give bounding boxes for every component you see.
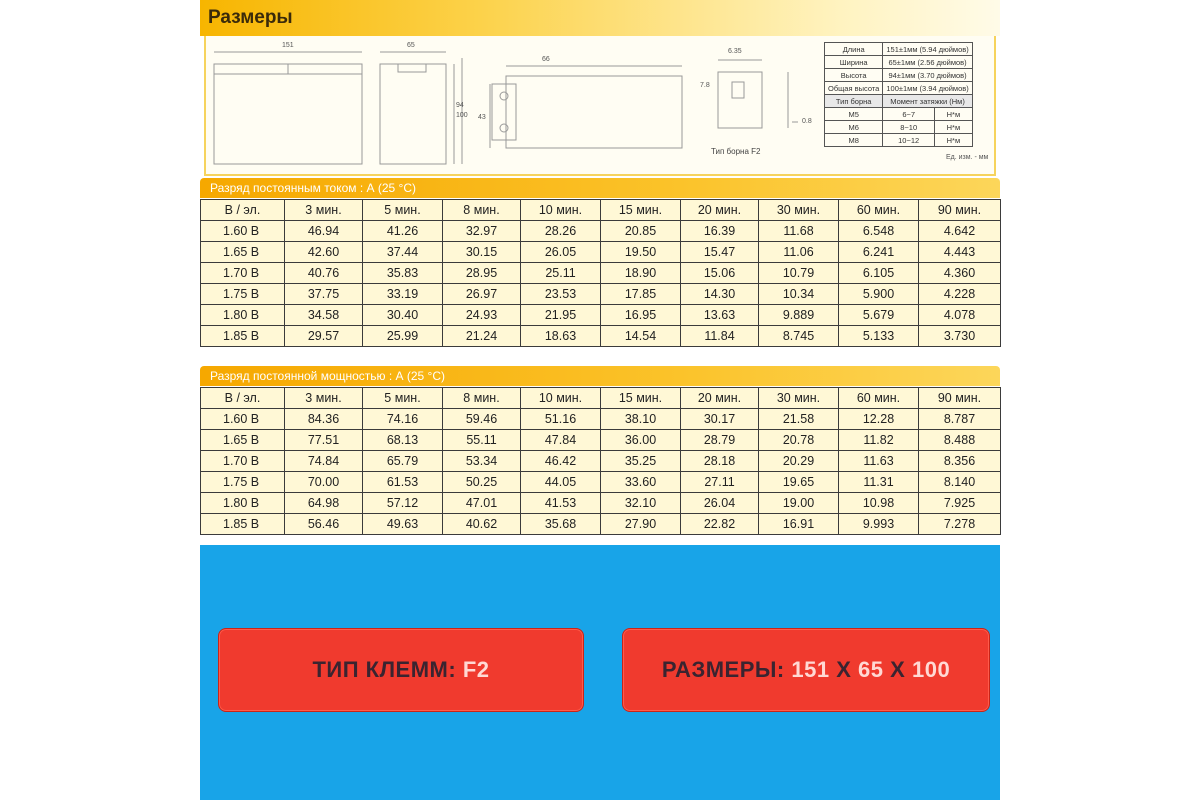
dim-width-label: 65 [407, 42, 415, 49]
value-cell: 47.84 [521, 430, 601, 451]
table-header-row [201, 388, 1001, 409]
value-cell: 12.28 [839, 409, 919, 430]
value-cell: 19.50 [601, 242, 681, 263]
terminal-type-label: ТИП КЛЕММ: [312, 657, 457, 682]
terminal-type-badge [218, 628, 584, 712]
value-cell: 28.79 [681, 430, 759, 451]
torque-value: 10~12 [883, 134, 935, 147]
value-cell: 8.787 [919, 409, 1001, 430]
power-table-title: Разряд постоянной мощностью : А (25 °C) [210, 369, 446, 383]
current-table-title-bar [200, 178, 1000, 198]
value-cell: 26.97 [443, 284, 521, 305]
table-row [201, 451, 1001, 472]
unit-note: Ед. изм. - мм [946, 154, 989, 161]
torque-header: Тип борна [825, 95, 883, 108]
voltage-cell: 1.80 В [201, 305, 285, 326]
value-cell: 25.11 [521, 263, 601, 284]
value-cell: 59.46 [443, 409, 521, 430]
value-cell: 6.241 [839, 242, 919, 263]
value-cell: 7.925 [919, 493, 1001, 514]
column-header: 20 мин. [681, 200, 759, 221]
value-cell: 11.82 [839, 430, 919, 451]
value-cell: 35.25 [601, 451, 681, 472]
value-cell: 50.25 [443, 472, 521, 493]
torque-type: M6 [825, 121, 883, 134]
spec-key: Высота [825, 69, 883, 82]
voltage-cell: 1.65 В [201, 242, 285, 263]
table-row [201, 326, 1001, 347]
value-cell: 19.65 [759, 472, 839, 493]
value-cell: 5.679 [839, 305, 919, 326]
size-separator: X [890, 657, 906, 682]
voltage-cell: 1.85 В [201, 514, 285, 535]
table-row [201, 305, 1001, 326]
table-row [201, 430, 1001, 451]
value-cell: 3.730 [919, 326, 1001, 347]
table-row [201, 409, 1001, 430]
spec-value: 94±1мм (3.70 дюймов) [883, 69, 972, 82]
table-row [201, 284, 1001, 305]
spec-value: 151±1мм (5.94 дюймов) [883, 43, 972, 56]
value-cell: 10.79 [759, 263, 839, 284]
voltage-cell: 1.65 В [201, 430, 285, 451]
column-header: 5 мин. [363, 388, 443, 409]
value-cell: 27.90 [601, 514, 681, 535]
table-row [201, 514, 1001, 535]
value-cell: 9.889 [759, 305, 839, 326]
value-cell: 35.83 [363, 263, 443, 284]
value-cell: 77.51 [285, 430, 363, 451]
value-cell: 41.53 [521, 493, 601, 514]
value-cell: 6.548 [839, 221, 919, 242]
column-header: 60 мин. [839, 388, 919, 409]
value-cell: 24.93 [443, 305, 521, 326]
value-cell: 5.133 [839, 326, 919, 347]
dim-top-label: 66 [542, 56, 550, 63]
value-cell: 20.29 [759, 451, 839, 472]
torque-unit: Н*м [935, 108, 973, 121]
torque-header-row [825, 95, 973, 108]
value-cell: 74.16 [363, 409, 443, 430]
table-row [201, 242, 1001, 263]
voltage-cell: 1.75 В [201, 472, 285, 493]
value-cell: 23.53 [521, 284, 601, 305]
value-cell: 11.63 [839, 451, 919, 472]
dim-terminal-thickness-label: 0.8 [802, 118, 812, 125]
value-cell: 10.98 [839, 493, 919, 514]
page-title: Размеры [208, 7, 293, 28]
value-cell: 46.42 [521, 451, 601, 472]
value-cell: 15.06 [681, 263, 759, 284]
value-cell: 4.228 [919, 284, 1001, 305]
value-cell: 26.05 [521, 242, 601, 263]
value-cell: 4.078 [919, 305, 1001, 326]
column-header: В / эл. [201, 388, 285, 409]
value-cell: 9.993 [839, 514, 919, 535]
value-cell: 8.745 [759, 326, 839, 347]
value-cell: 11.06 [759, 242, 839, 263]
table-row [201, 263, 1001, 284]
value-cell: 7.278 [919, 514, 1001, 535]
size-length: 151 [791, 657, 830, 682]
spec-value: 65±1мм (2.56 дюймов) [883, 56, 972, 69]
value-cell: 32.97 [443, 221, 521, 242]
header-bar [200, 0, 1000, 36]
power-table-title-bar [200, 366, 1000, 386]
voltage-cell: 1.80 В [201, 493, 285, 514]
dimension-drawing-area [204, 36, 996, 176]
value-cell: 28.18 [681, 451, 759, 472]
value-cell: 64.98 [285, 493, 363, 514]
torque-type: M8 [825, 134, 883, 147]
value-cell: 34.58 [285, 305, 363, 326]
table-row [201, 493, 1001, 514]
dim-length-label: 151 [282, 42, 294, 49]
value-cell: 42.60 [285, 242, 363, 263]
value-cell: 15.47 [681, 242, 759, 263]
column-header: 60 мин. [839, 200, 919, 221]
table-row [201, 472, 1001, 493]
column-header: 8 мин. [443, 388, 521, 409]
voltage-cell: 1.70 В [201, 451, 285, 472]
size-height: 100 [911, 657, 951, 682]
value-cell: 37.44 [363, 242, 443, 263]
voltage-cell: 1.85 В [201, 326, 285, 347]
value-cell: 8.356 [919, 451, 1001, 472]
value-cell: 28.26 [521, 221, 601, 242]
value-cell: 53.34 [443, 451, 521, 472]
value-cell: 14.30 [681, 284, 759, 305]
value-cell: 21.24 [443, 326, 521, 347]
value-cell: 18.90 [601, 263, 681, 284]
column-header: 10 мин. [521, 388, 601, 409]
value-cell: 8.140 [919, 472, 1001, 493]
spec-row [825, 69, 973, 82]
value-cell: 16.91 [759, 514, 839, 535]
column-header: 30 мин. [759, 200, 839, 221]
torque-unit: Н*м [935, 134, 973, 147]
dim-terminal-gap-label: 43 [478, 114, 486, 121]
value-cell: 6.105 [839, 263, 919, 284]
spec-value: 100±1мм (3.94 дюймов) [883, 82, 972, 95]
value-cell: 14.54 [601, 326, 681, 347]
value-cell: 74.84 [285, 451, 363, 472]
column-header: 15 мин. [601, 388, 681, 409]
current-table-title: Разряд постоянным током : А (25 °C) [210, 181, 417, 195]
value-cell: 30.40 [363, 305, 443, 326]
torque-row [825, 121, 973, 134]
value-cell: 61.53 [363, 472, 443, 493]
value-cell: 29.57 [285, 326, 363, 347]
torque-unit: Н*м [935, 121, 973, 134]
value-cell: 68.13 [363, 430, 443, 451]
value-cell: 28.95 [443, 263, 521, 284]
size-separator: X [836, 657, 852, 682]
voltage-cell: 1.60 В [201, 221, 285, 242]
value-cell: 21.58 [759, 409, 839, 430]
summary-area [200, 545, 1000, 800]
torque-value: 6~7 [883, 108, 935, 121]
table-header-row [201, 200, 1001, 221]
value-cell: 22.82 [681, 514, 759, 535]
size-badge [622, 628, 990, 712]
column-header: 3 мин. [285, 200, 363, 221]
value-cell: 27.11 [681, 472, 759, 493]
column-header: 20 мин. [681, 388, 759, 409]
value-cell: 46.94 [285, 221, 363, 242]
column-header: 10 мин. [521, 200, 601, 221]
torque-header: Момент затяжки (Нм) [883, 95, 972, 108]
product-info-panel [200, 0, 1000, 800]
value-cell: 30.17 [681, 409, 759, 430]
value-cell: 25.99 [363, 326, 443, 347]
value-cell: 51.16 [521, 409, 601, 430]
value-cell: 33.19 [363, 284, 443, 305]
value-cell: 55.11 [443, 430, 521, 451]
value-cell: 57.12 [363, 493, 443, 514]
spec-row [825, 82, 973, 95]
dim-height-label: 94 [456, 102, 464, 109]
voltage-cell: 1.60 В [201, 409, 285, 430]
value-cell: 13.63 [681, 305, 759, 326]
value-cell: 4.360 [919, 263, 1001, 284]
value-cell: 19.00 [759, 493, 839, 514]
value-cell: 47.01 [443, 493, 521, 514]
spec-key: Общая высота [825, 82, 883, 95]
value-cell: 40.62 [443, 514, 521, 535]
value-cell: 36.00 [601, 430, 681, 451]
dim-terminal-height-label: 7.8 [700, 82, 710, 89]
column-header: 90 мин. [919, 200, 1001, 221]
value-cell: 18.63 [521, 326, 601, 347]
value-cell: 21.95 [521, 305, 601, 326]
value-cell: 38.10 [601, 409, 681, 430]
value-cell: 4.642 [919, 221, 1001, 242]
spec-row [825, 43, 973, 56]
column-header: В / эл. [201, 200, 285, 221]
current-discharge-table [200, 199, 1001, 347]
value-cell: 4.443 [919, 242, 1001, 263]
size-width: 65 [858, 657, 884, 682]
value-cell: 10.34 [759, 284, 839, 305]
dim-total-height-label: 100 [456, 112, 468, 119]
value-cell: 11.68 [759, 221, 839, 242]
value-cell: 16.95 [601, 305, 681, 326]
power-discharge-table [200, 387, 1001, 535]
value-cell: 32.10 [601, 493, 681, 514]
value-cell: 30.15 [443, 242, 521, 263]
column-header: 8 мин. [443, 200, 521, 221]
column-header: 30 мин. [759, 388, 839, 409]
value-cell: 20.78 [759, 430, 839, 451]
value-cell: 16.39 [681, 221, 759, 242]
torque-row [825, 134, 973, 147]
value-cell: 11.84 [681, 326, 759, 347]
dim-terminal-width-label: 6.35 [728, 48, 742, 55]
value-cell: 20.85 [601, 221, 681, 242]
value-cell: 44.05 [521, 472, 601, 493]
value-cell: 33.60 [601, 472, 681, 493]
value-cell: 41.26 [363, 221, 443, 242]
value-cell: 40.76 [285, 263, 363, 284]
value-cell: 37.75 [285, 284, 363, 305]
value-cell: 56.46 [285, 514, 363, 535]
torque-row [825, 108, 973, 121]
value-cell: 65.79 [363, 451, 443, 472]
terminal-type-value: F2 [462, 657, 490, 682]
terminal-type-caption: Тип борна F2 [711, 147, 761, 156]
value-cell: 35.68 [521, 514, 601, 535]
value-cell: 17.85 [601, 284, 681, 305]
specs-table [824, 42, 973, 147]
column-header: 90 мин. [919, 388, 1001, 409]
spec-key: Ширина [825, 56, 883, 69]
column-header: 15 мин. [601, 200, 681, 221]
torque-type: M5 [825, 108, 883, 121]
table-row [201, 221, 1001, 242]
value-cell: 11.31 [839, 472, 919, 493]
torque-value: 8~10 [883, 121, 935, 134]
value-cell: 26.04 [681, 493, 759, 514]
column-header: 5 мин. [363, 200, 443, 221]
value-cell: 70.00 [285, 472, 363, 493]
spec-row [825, 56, 973, 69]
size-label: РАЗМЕРЫ: [661, 657, 785, 682]
voltage-cell: 1.75 В [201, 284, 285, 305]
value-cell: 84.36 [285, 409, 363, 430]
value-cell: 5.900 [839, 284, 919, 305]
value-cell: 8.488 [919, 430, 1001, 451]
column-header: 3 мин. [285, 388, 363, 409]
voltage-cell: 1.70 В [201, 263, 285, 284]
spec-key: Длина [825, 43, 883, 56]
value-cell: 49.63 [363, 514, 443, 535]
